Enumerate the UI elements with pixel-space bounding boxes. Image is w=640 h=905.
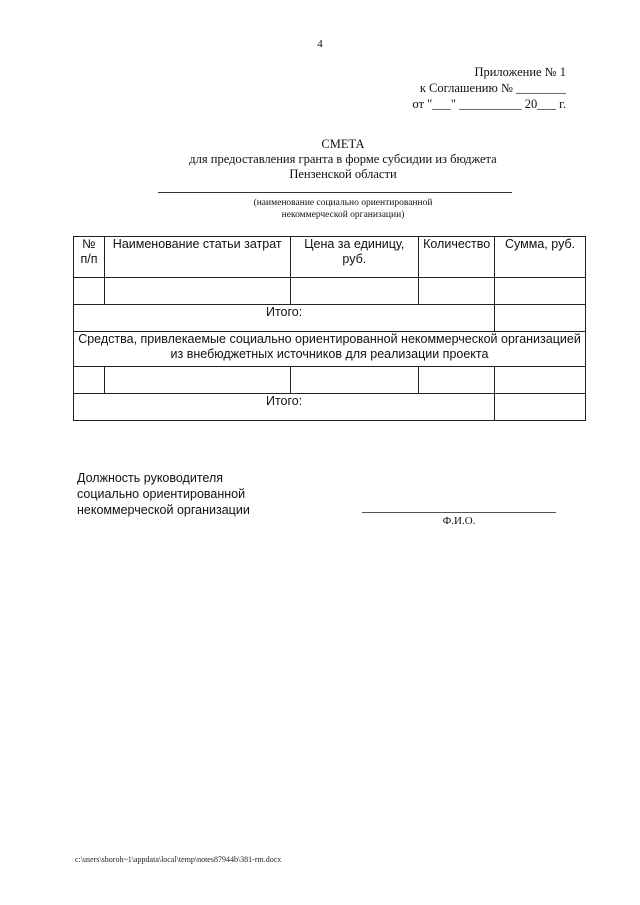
signature-block	[77, 470, 250, 518]
title-subheading: для предоставления гранта в форме субсидии из бюджета	[189, 152, 497, 166]
cell-price	[290, 278, 419, 305]
cell-sum	[495, 278, 586, 305]
header-sum: Сумма, руб.	[495, 237, 586, 278]
org-caption	[0, 197, 640, 221]
org-caption-line1: (наименование социально ориентированной	[253, 198, 433, 208]
appendix-block	[412, 64, 566, 112]
cell-price	[290, 367, 419, 394]
extra-budget-section-label: Средства, привлекаемые социально ориентированной некоммерческой организацией из внебюджетных источников для реализации проекта	[74, 332, 586, 367]
total-row-2	[74, 394, 586, 421]
table-row	[74, 278, 586, 305]
total-sum-2	[495, 394, 586, 421]
table-header-row	[74, 237, 586, 278]
budget-table	[73, 236, 586, 421]
document-title	[0, 137, 640, 182]
org-caption-line2: некоммерческой организации)	[281, 210, 405, 220]
table-row	[74, 367, 586, 394]
header-name: Наименование статьи затрат	[104, 237, 290, 278]
fio-label: Ф.И.О.	[442, 515, 476, 527]
footer-file-path: c:\users\shoroh~1\appdata\local\temp\notes87944b\381-rm.docx	[75, 855, 282, 864]
org-name-line	[158, 192, 512, 193]
total-row-1	[74, 305, 586, 332]
total-label-1: Итого:	[74, 305, 495, 332]
extra-budget-section-row	[74, 332, 586, 367]
title-heading: СМЕТА	[321, 137, 365, 151]
header-qty: Количество	[419, 237, 495, 278]
cell-name	[104, 278, 290, 305]
page-number: 4	[317, 38, 323, 50]
cell-qty	[419, 367, 495, 394]
cell-num	[74, 367, 105, 394]
total-label-2: Итого:	[74, 394, 495, 421]
title-region: Пензенской области	[289, 167, 397, 181]
cell-sum	[495, 367, 586, 394]
appendix-title: Приложение № 1	[474, 65, 566, 79]
signatory-position-line3: некоммерческой организации	[77, 503, 250, 517]
header-price: Цена за единицу, руб.	[290, 237, 419, 278]
signatory-position-line2: социально ориентированной	[77, 487, 246, 501]
agreement-date: от "___" __________ 20___ г.	[412, 97, 566, 111]
cell-name	[104, 367, 290, 394]
signature-line	[362, 512, 556, 513]
cell-qty	[419, 278, 495, 305]
cell-num	[74, 278, 105, 305]
signatory-position-line1: Должность руководителя	[77, 471, 224, 485]
total-sum-1	[495, 305, 586, 332]
header-num: № п/п	[74, 237, 105, 278]
agreement-number: к Соглашению № ________	[419, 81, 566, 95]
